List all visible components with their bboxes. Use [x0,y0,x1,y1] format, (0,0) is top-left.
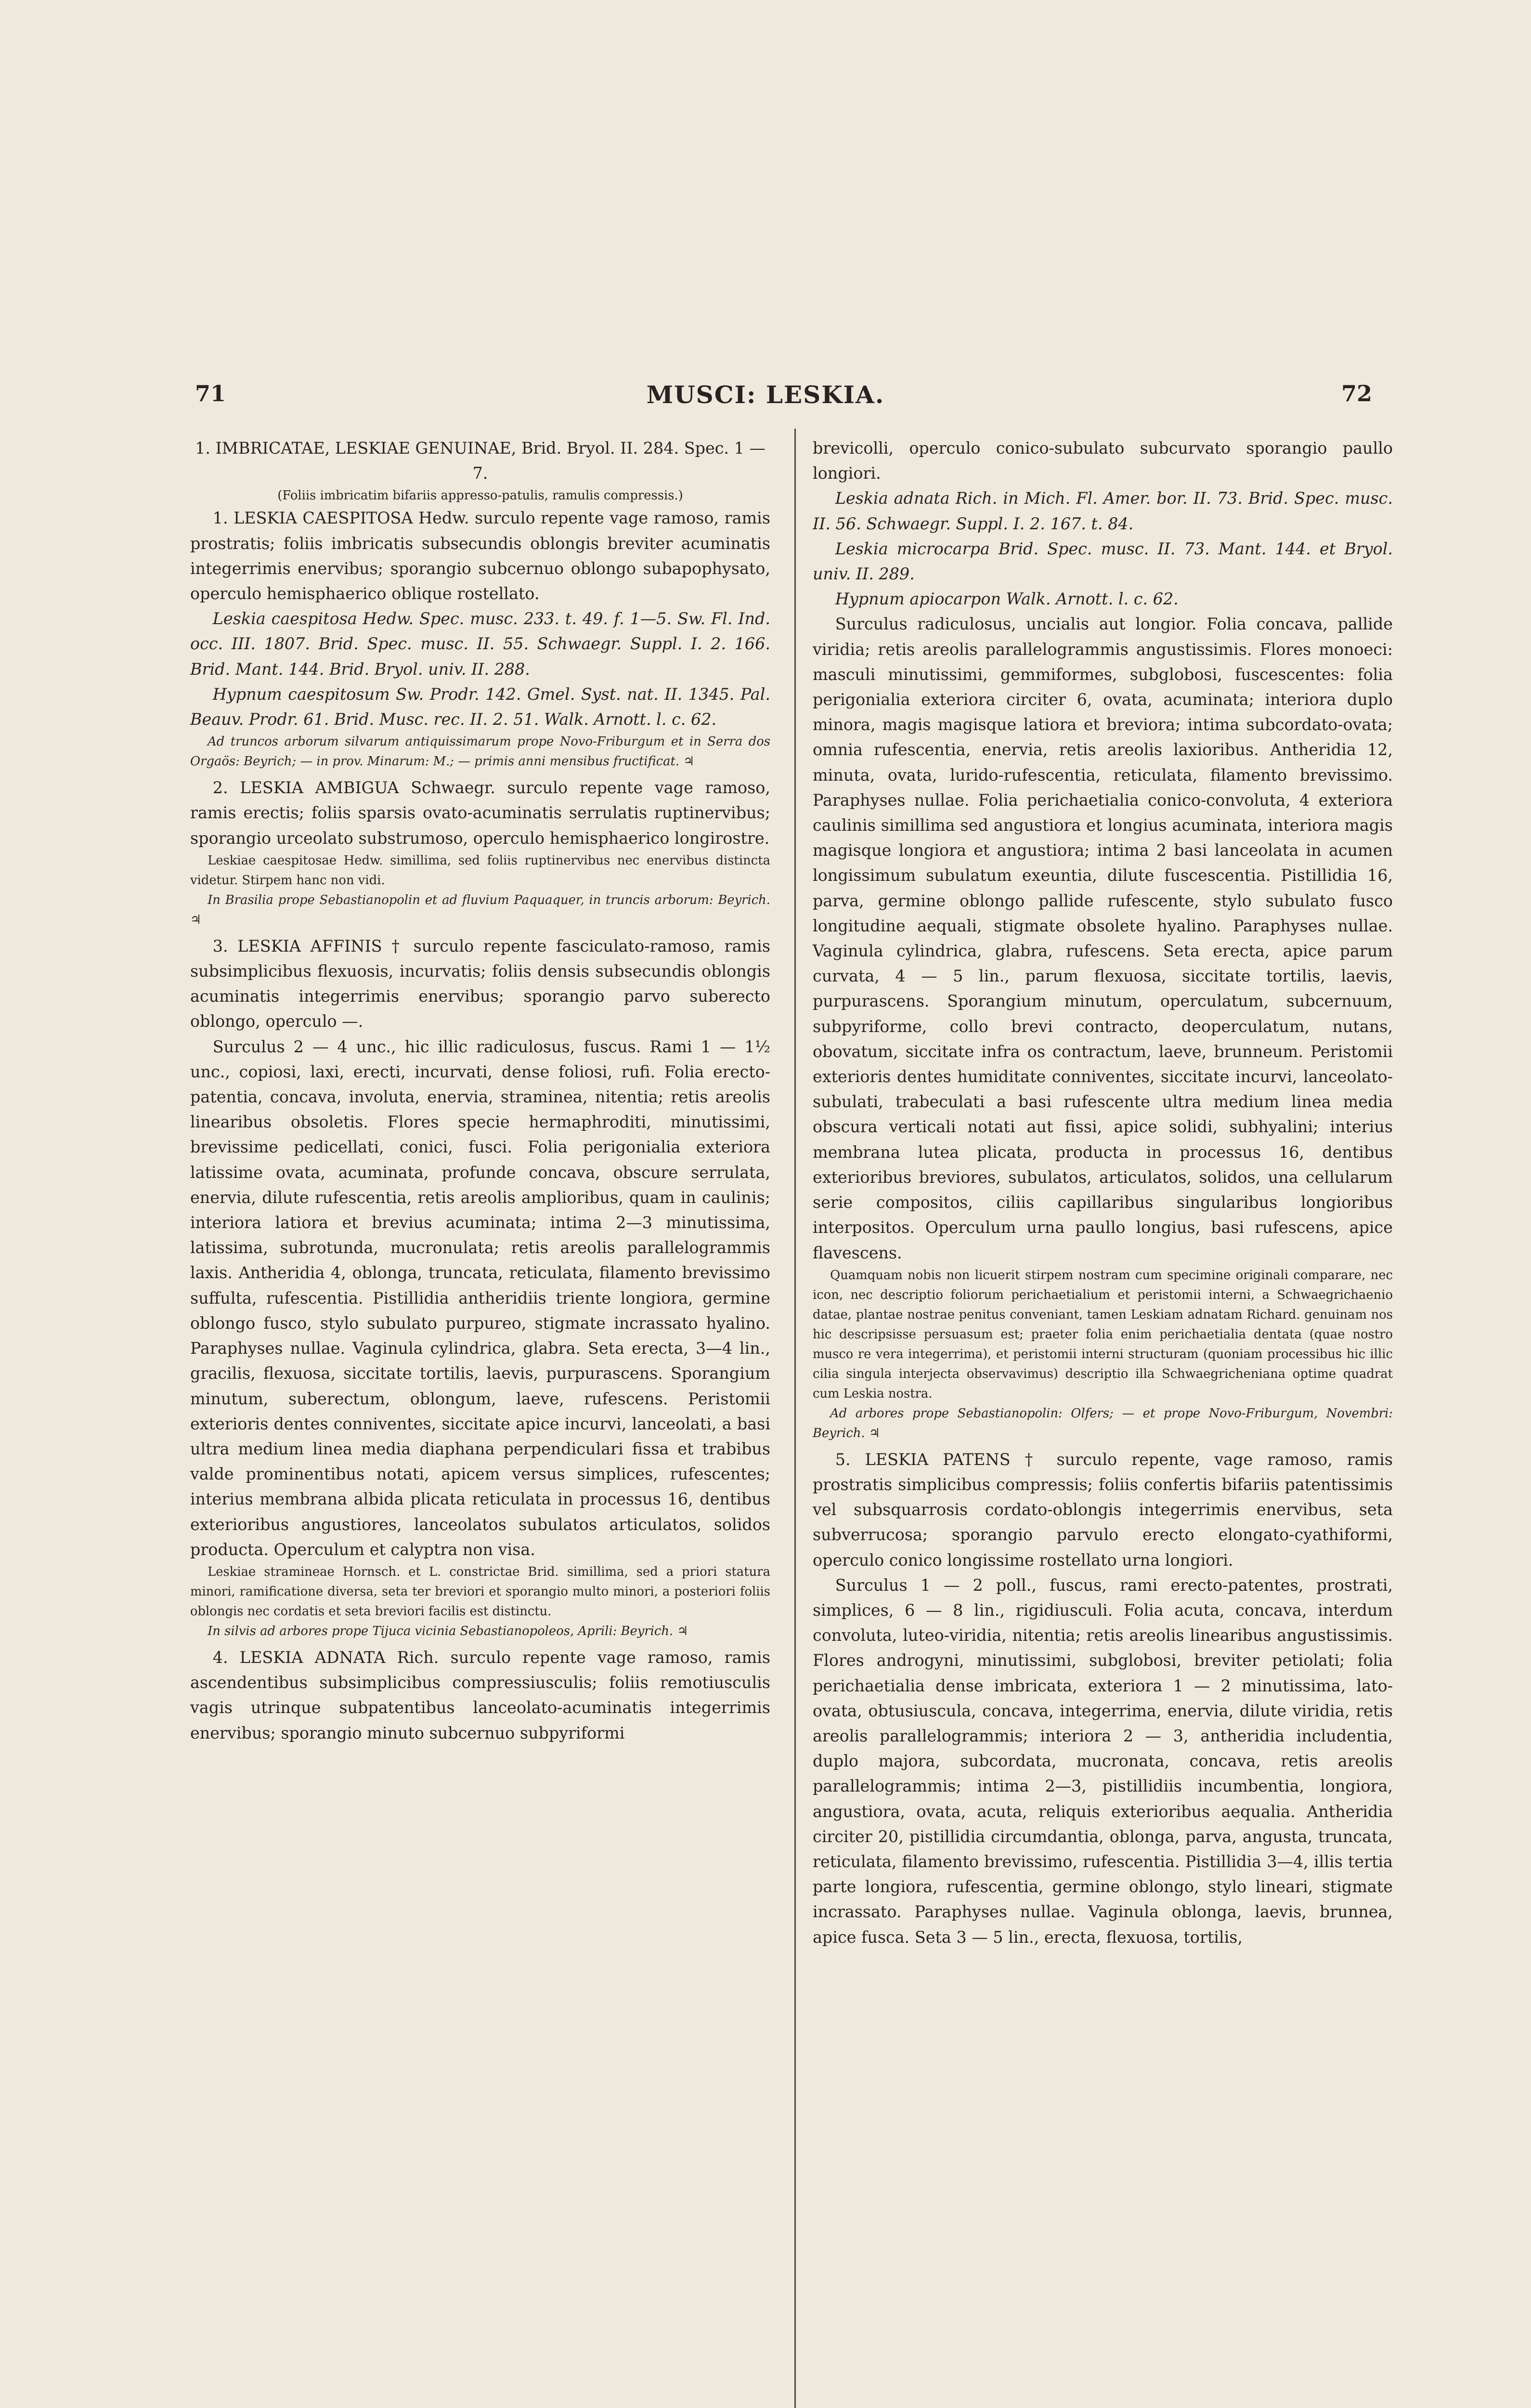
synonym-reference: Hypnum apiocarpon Walk. Arnott. l. c. 62. [835,589,1179,609]
species-description: Surculus 2 — 4 unc., hic illic radiculosus, fuscus. Rami 1 — 1½ unc., copiosi, laxi, erecti, incurvati, dense foliosi, rufi. Folia erecto-patentia, concava, involuta, enervia, straminea, nitentia; retis areolis linearibus obsoletis. Flores specie hermaphroditi, minutissimi, brevissime pedicellati, conici, fusci. Folia perigonialia exteriora latissime ovata, acuminata, profunde concava, obscure serrulata, enervia, dilute rufescentia, retis areolis amplioribus, quam in caulinis; interiora latiora et brevius acuminata; intima 2—3 minutissima, latissima, subrotunda, mucronulata; retis areolis parallelogrammis laxis. Antheridia 4, oblonga, truncata, reticulata, filamento brevissimo suffulta, rufescentia. Pistillidia antheridiis triente longiora, germine oblongo fusco, stylo subulato purpureo, stigmate incrassato hyalino. Paraphyses nullae. Vaginula cylindrica, glabra. Seta erecta, 3—4 lin., gracilis, flexuosa, siccitate tortilis, laevis, purpurascens. Sporangium minutum, suberectum, oblongum, laeve, rufescens. Peristomii exterioris dentes conniventes, siccitate apice incurvi, lanceolati, a basi ultra medium linea media diaphana perpendiculari fissa et trabibus valde prominentibus notati, apicem versus simplices, rufescentes; interius membrana albida plicata reticulata in processus 16, dentibus exterioribus angustiores, lanceolatos subulatos articulatos, solidos producta. Operculum et calyptra non visa. [190,1037,770,1559]
page-number-right: 72 [1341,380,1372,406]
habitat-note: Ad arbores prope Sebastianopolin: Olfers; — et prope Novo-Friburgum, Novembri: Beyrich. ♃ [813,1406,1393,1440]
synonym-reference: Leskia microcarpa Brid. Spec. musc. II. 73. Mant. 144. et Bryol. univ. II. 289. [813,539,1393,584]
synonym-reference: Leskia caespitosa Hedw. Spec. musc. 233. t. 49. f. 1—5. Sw. Fl. Ind. occ. III. 1807. Brid. Spec. musc. II. 55. Schwaegr. Suppl. I. 2. 166. Brid. Mant. 144. Brid. Bryol. univ. II. 288. [190,609,770,679]
page-number-left: 71 [195,380,226,406]
species-description: Surculus radiculosus, uncialis aut longior. Folia concava, pallide viridia; retis areolis parallelogrammis angustissimis. Flores monoeci: masculi minutissimi, gemmiformes, subglobosi, fuscescentes: folia perigonialia exteriora circiter 6, ovata, acuminata; interiora duplo minora, magis magisque latiora et breviora; intima subcordato-ovata; omnia rufescentia, enervia, retis areolis laxioribus. Antheridia 12, minuta, ovata, lurido-rufescentia, reticulata, filamento brevissimo. Paraphyses nullae. Folia perichaetialia conico-convoluta, 4 exteriora caulinis simillima sed angustiora et longius acuminata, interiora magis magisque longiora et angustiora; intima 2 basi lanceolata in acumen longissimum subulatum exeuntia, dilute fuscescentia. Pistillidia 16, parva, germine oblongo pallide rufescente, stylo subulato fusco longitudine aequali, stigmate obsolete hyalino. Paraphyses nullae. Vaginula cylindrica, glabra, rufescens. Seta erecta, apice parum curvata, 4 — 5 lin., parum flexuosa, siccitate tortilis, laevis, purpurascens. Sporangium minutum, operculatum, subcernuum, subpyriforme, collo brevi contracto, deoperculatum, nutans, obovatum, siccitate infra os contractum, laeve, brunneum. Peristomii exterioris dentes humiditate conniventes, siccitate incurvi, lanceolato-subulati, trabeculati a basi rufescente ultra medium linea media obscura verticali notati aut fissi, apice solidi, subhyalini; interius membrana lutea plicata, producta in processus 16, dentibus exterioribus breviores, subulatos, articulatos, solidos, una cellularum serie compositos, ciliis capillaribus singularibus longioribus interpositos. Operculum urna paullo longius, basi rufescens, apice flavescens. [813,615,1393,1262]
right-column [813,436,1393,1950]
section-note: (Foliis imbricatim bifariis appresso-patulis, ramulis compressis.) [277,488,683,503]
species-diagnosis: 4. LESKIA ADNATA Rich. surculo repente vage ramoso, ramis ascendentibus subsimplicibus compressiusculis; foliis remotiusculis vagis utrinque subpatentibus lanceolato-acuminatis integerrimis enervibus; sporangio minuto subcernuo subpyriformi [190,1648,770,1742]
synonym-reference: Hypnum caespitosum Sw. Prodr. 142. Gmel. Syst. nat. II. 1345. Pal. Beauv. Prodr. 61. Brid. Musc. rec. II. 2. 51. Walk. Arnott. l. c. 62. [190,684,770,729]
remark: Leskiae stramineae Hornsch. et L. constrictae Brid. simillima, sed a priori statura minori, ramificatione diversa, seta ter breviori et sporangio multo minori, a posteriori foliis oblongis nec cordatis et seta breviori facilis est distinctu. [190,1564,770,1619]
species-description: Surculus 1 — 2 poll., fuscus, rami erecto-patentes, prostrati, simplices, 6 — 8 lin., rigidiusculi. Folia acuta, concava, interdum convoluta, luteo-viridia, nitentia; retis areolis linearibus angustissimis. Flores androgyni, minutissimi, subglobosi, breviter petiolati; folia perichaetialia dense imbricata, exteriora 1 — 2 minutissima, lato-ovata, obtusiuscula, concava, integerrima, enervia, dilute viridia, retis areolis parallelogrammis; interiora 2 — 3, antheridia includentia, duplo majora, subcordata, mucronata, concava, retis areolis parallelogrammis; intima 2—3, pistillidiis incumbentia, longiora, angustiora, ovata, acuta, reliquis exterioribus aequalia. Antheridia circiter 20, pistillidia circumdantia, oblonga, parva, angusta, truncata, reticulata, filamento brevissimo, rufescentia. Pistillidia 3—4, illis tertia parte longiora, rufescentia, germine oblongo, stylo lineari, stigmate incrassato. Paraphyses nullae. Vaginula oblonga, laevis, brunnea, apice fusca. Seta 3 — 5 lin., erecta, flexuosa, tortilis, [813,1575,1393,1947]
species-diagnosis: 5. LESKIA PATENS † surculo repente, vage ramoso, ramis prostratis simplicibus compressis; foliis confertis bifariis patentissimis vel subsquarrosis cordato-oblongis integerrimis enervibus, seta subverrucosa; sporangio parvulo erecto elongato-cyathiformi, operculo conico longissime rostellato urna longiori. [813,1450,1393,1570]
habitat-note: Ad truncos arborum silvarum antiquissimarum prope Novo-Friburgum et in Serra dos Orgaös: Beyrich; — in prov. Minarum: M.; — primis anni mensibus fructificat. ♃ [190,734,770,769]
habitat-note: In Brasilia prope Sebastianopolin et ad fluvium Paquaquer, in truncis arborum: Beyrich. ♃ [190,892,770,927]
synonym-reference: Leskia adnata Rich. in Mich. Fl. Amer. bor. II. 73. Brid. Spec. musc. II. 56. Schwaegr. Suppl. I. 2. 167. t. 84. [813,489,1393,533]
habitat-note: In silvis ad arbores prope Tijuca vicinia Sebastianopoleos, Aprili: Beyrich. ♃ [208,1623,688,1638]
remark: Leskiae caespitosae Hedw. simillima, sed foliis ruptinervibus nec enervibus distincta videtur. Stirpem hanc non vidi. [190,853,770,888]
column-divider [794,429,796,2408]
section-heading: 1. IMBRICATAE, LESKIAE GENUINAE, Brid. Bryol. II. 284. Spec. 1 — 7. [195,439,766,483]
species-diagnosis: 1. LESKIA CAESPITOSA Hedw. surculo repente vage ramoso, ramis prostratis; foliis imbricatis subsecundis oblongis breviter acuminatis integerrimis enervibus; sporangio subcernuo oblongo subapophysato, operculo hemisphaerico oblique rostellato. [190,509,770,603]
remark: Quamquam nobis non licuerit stirpem nostram cum specimine originali comparare, nec icon, nec descriptio foliorum perichaetialium et peristomii interni, a Schwaegrichaenio datae, plantae nostrae penitus conveniant, tamen Leskiam adnatam Richard. genuinam nos hic descripsisse persuasum est; praeter folia enim perichaetialia dentata (quae nostro musco re vera integerrima), et peristomii interni structuram (quoniam processibus hic illic cilia singula interjecta observavimus) descriptio illa Schwaegricheniana optime quadrat cum Leskia nostra. [813,1268,1393,1401]
species-diagnosis: 2. LESKIA AMBIGUA Schwaegr. surculo repente vage ramoso, ramis erectis; foliis sparsis ovato-acuminatis serrulatis ruptinervibus; sporangio urceolato substrumoso, operculo hemisphaerico longirostre. [190,778,770,848]
species-diagnosis: 3. LESKIA AFFINIS † surculo repente fasciculato-ramoso, ramis subsimplicibus flexuosis, incurvatis; foliis densis subsecundis oblongis acuminatis integerrimis enervibus; sporangio parvo suberecto oblongo, operculo —. [190,936,770,1031]
page-title: MUSCI: LESKIA. [646,380,885,409]
diagnosis-continuation: brevicolli, operculo conico-subulato subcurvato sporangio paullo longiori. [813,439,1393,483]
left-column [190,436,770,1746]
running-header [0,380,1531,414]
